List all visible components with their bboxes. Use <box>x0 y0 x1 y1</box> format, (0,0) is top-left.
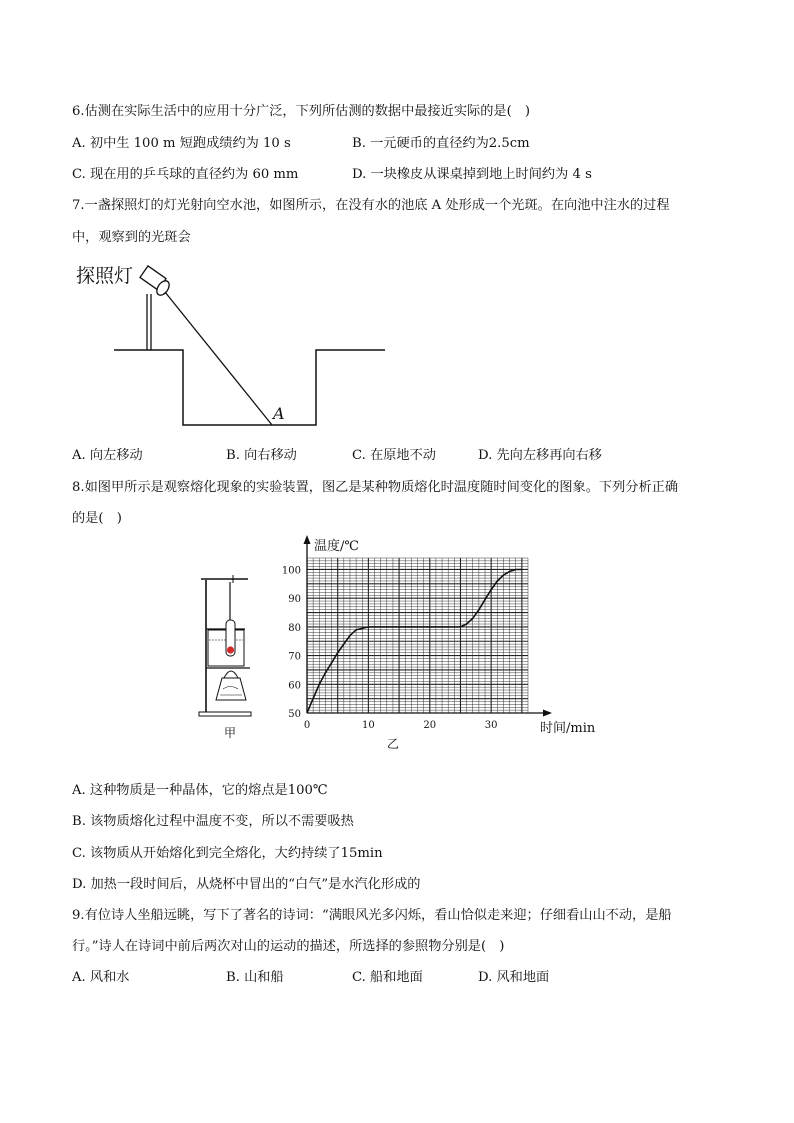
q7-stem-line1: 7.一盏探照灯的灯光射向空水池，如图所示，在没有水的池底 A 处形成一个光斑。在向池中注水的过程 <box>72 198 670 213</box>
q7-option-d: D. 先向左移再向右移 <box>478 448 602 463</box>
q8-option-d: D. 加热一段时间后，从烧杯中冒出的“白气”是水汽化形成的 <box>72 877 421 892</box>
q6-option-b: B. 一元硬币的直径约为2.5cm <box>352 136 530 151</box>
q6-stem: 6.估测在实际生活中的应用十分广泛，下列所估测的数据中最接近实际的是( ) <box>72 104 531 119</box>
temperature-time-chart <box>280 533 600 753</box>
y-axis-arrow <box>304 535 311 544</box>
lamp-label: 探照灯 <box>76 265 134 287</box>
chart-caption: 乙 <box>387 737 400 751</box>
y-tick-label: 70 <box>288 651 301 663</box>
melting-apparatus-figure <box>190 570 270 742</box>
q8-option-a: A. 这种物质是一种晶体，它的熔点是100℃ <box>72 783 328 798</box>
q7-stem-line2: 中，观察到的光斑会 <box>72 230 191 245</box>
x-tick-label: 0 <box>303 720 311 731</box>
light-ray <box>165 292 272 425</box>
y-tick-label: 90 <box>288 594 301 606</box>
q9-stem-line2: 行。”诗人在诗词中前后两次对山的运动的描述，所选择的参照物分别是( ) <box>72 939 505 954</box>
q9-option-c: C. 船和地面 <box>352 970 423 985</box>
q9-option-a: A. 风和水 <box>72 970 130 985</box>
y-tick-label: 60 <box>288 680 301 692</box>
y-tick-label: 80 <box>288 622 301 634</box>
chart-ticks <box>282 565 498 731</box>
x-axis-label: 时间/min <box>540 721 596 736</box>
x-tick-label: 30 <box>484 720 498 731</box>
q9-option-b: B. 山和船 <box>226 970 284 985</box>
x-tick-label: 20 <box>423 720 437 731</box>
q6-option-c: C. 现在用的乒乓球的直径约为 60 mm <box>72 167 299 182</box>
q8-stem-line1: 8.如图甲所示是观察熔化现象的实验装置，图乙是某种物质熔化时温度随时间变化的图象。下列分析正确 <box>72 480 679 495</box>
empty-pool <box>114 350 385 425</box>
chart-grid-minor <box>307 558 528 713</box>
q8-option-b: B. 该物质熔化过程中温度不变，所以不需要吸热 <box>72 814 354 829</box>
q6-option-a: A. 初中生 100 m 短跑成绩约为 10 s <box>72 136 291 151</box>
y-tick-label: 50 <box>288 709 301 720</box>
y-axis-label: 温度/℃ <box>314 539 359 554</box>
q7-option-c: C. 在原地不动 <box>352 448 436 463</box>
q6-option-d: D. 一块橡皮从课桌掉到地上时间约为 4 s <box>352 167 592 182</box>
apparatus-label: 甲 <box>224 726 237 740</box>
q7-option-b: B. 向右移动 <box>226 448 297 463</box>
q7-option-a: A. 向左移动 <box>72 448 143 463</box>
x-axis-arrow <box>543 710 552 717</box>
q9-option-d: D. 风和地面 <box>478 970 550 985</box>
q9-stem-line1: 9.有位诗人坐船远眺，写下了著名的诗词：“满眼风光多闪烁，看山恰似走来迎；仔细看山山不动，是船 <box>72 908 672 923</box>
q8-option-c: C. 该物质从开始熔化到完全熔化，大约持续了15min <box>72 846 383 861</box>
y-tick-label: 100 <box>281 565 301 577</box>
searchlight-pool-figure <box>70 258 400 433</box>
searchlight-icon <box>140 266 172 297</box>
x-tick-label: 10 <box>362 720 375 731</box>
q8-stem-line2: 的是( ) <box>72 511 122 526</box>
point-a-label: A <box>273 404 285 423</box>
